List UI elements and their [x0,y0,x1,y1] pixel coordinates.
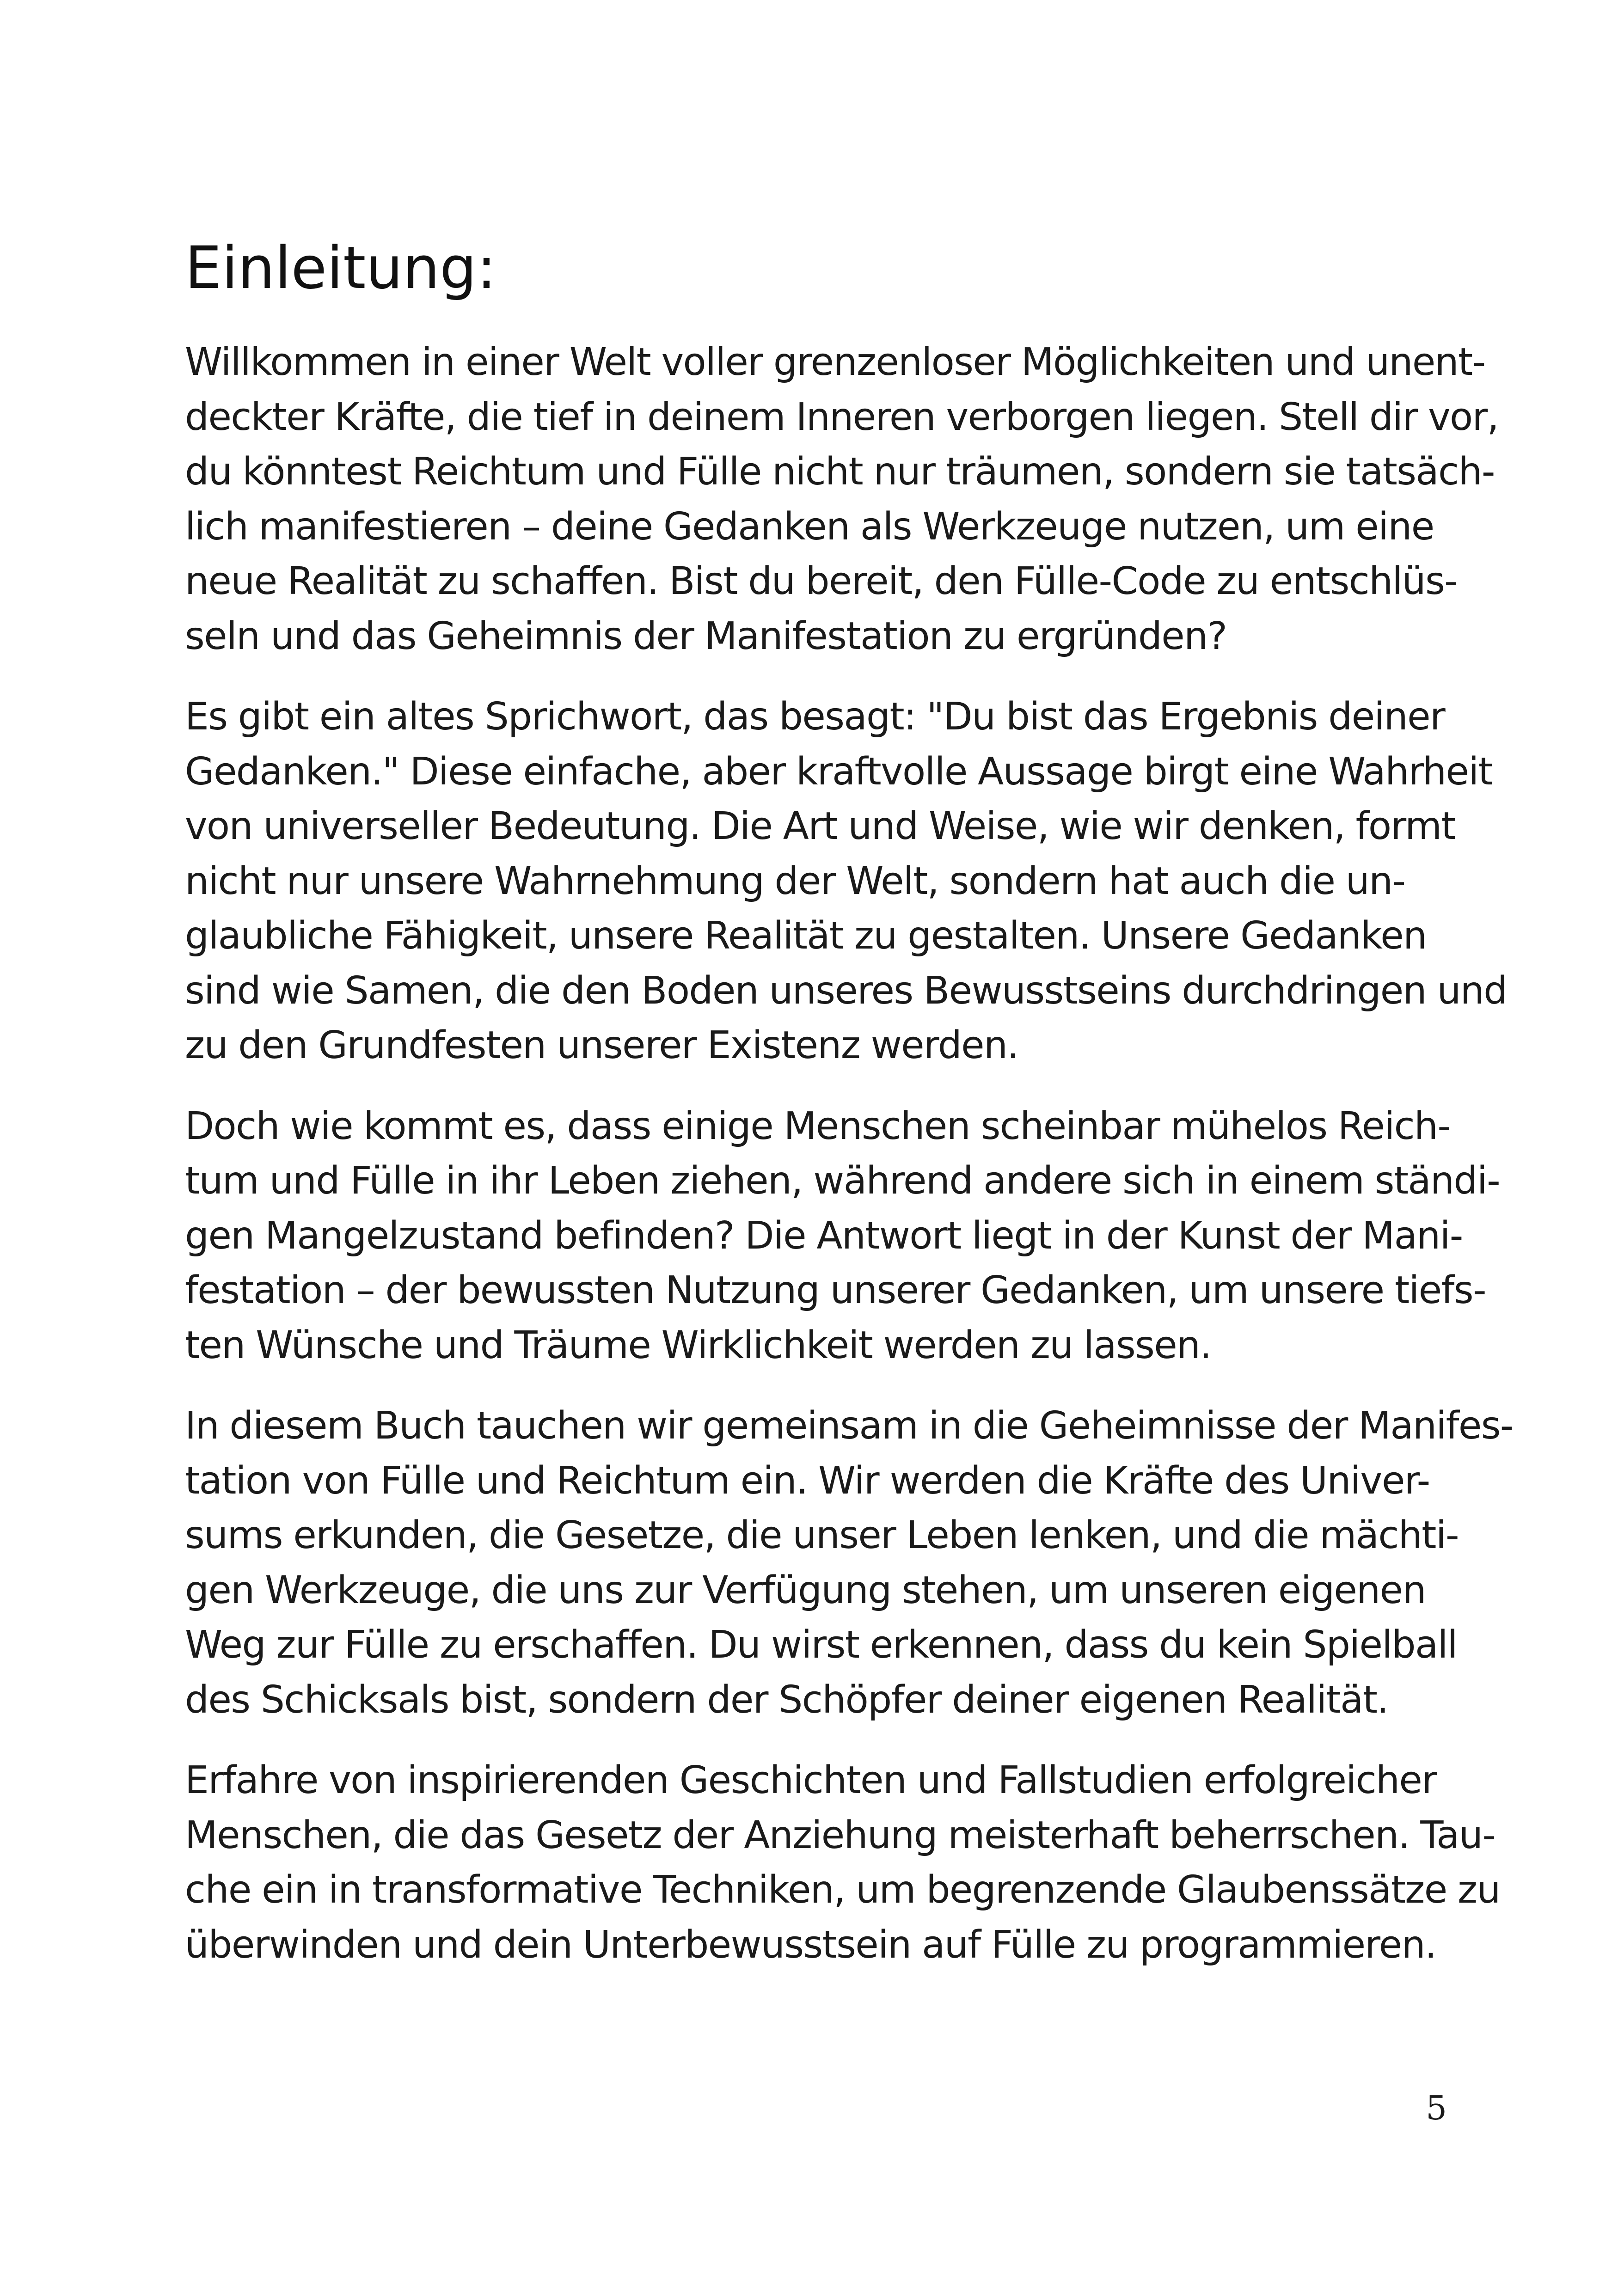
text-line: überwinden und dein Unterbewusstsein auf Fülle zu programmieren. [185,1923,1436,1967]
page-number: 5 [1426,2088,1447,2127]
text-line: neue Realität zu schaffen. Bist du bereit, den Fülle-Code zu entschlüs- [185,559,1458,603]
text-line: von universeller Bedeutung. Die Art und Weise, wie wir denken, formt [185,804,1455,848]
paragraph [185,1753,1500,1972]
text-line: des Schicksals bist, sondern der Schöpfer deiner eigenen Realität. [185,1678,1388,1722]
paragraph [185,690,1507,1073]
paragraph [185,1399,1513,1727]
text-line: seln und das Geheimnis der Manifestation zu ergründen? [185,614,1227,658]
text-line: che ein in transformative Techniken, um begrenzende Glaubenssätze zu [185,1868,1500,1912]
text-line: festation – der bewussten Nutzung unserer Gedanken, um unsere tiefs- [185,1268,1486,1312]
paragraph [185,335,1499,664]
paragraph [185,1099,1500,1373]
text-line: sind wie Samen, die den Boden unseres Bewusstseins durchdringen und [185,968,1507,1013]
text-line: ten Wünsche und Träume Wirklichkeit werden zu lassen. [185,1323,1211,1367]
body-text [185,335,1513,1998]
text-line: In diesem Buch tauchen wir gemeinsam in die Geheimnisse der Manifes- [185,1404,1513,1448]
text-line: tation von Fülle und Reichtum ein. Wir werden die Kräfte des Univer- [185,1458,1430,1503]
chapter-heading: Einleitung: [185,234,496,302]
text-line: Weg zur Fülle zu erschaffen. Du wirst erkennen, dass du kein Spielball [185,1623,1457,1667]
text-line: nicht nur unsere Wahrnehmung der Welt, sondern hat auch die un- [185,859,1405,903]
text-line: lich manifestieren – deine Gedanken als Werkzeuge nutzen, um eine [185,504,1434,549]
text-line: tum und Fülle in ihr Leben ziehen, während andere sich in einem ständi- [185,1159,1500,1203]
text-line: du könntest Reichtum und Fülle nicht nur träumen, sondern sie tatsäch- [185,450,1495,494]
text-line: zu den Grundfesten unserer Existenz werden. [185,1023,1018,1067]
text-line: Es gibt ein altes Sprichwort, das besagt: "Du bist das Ergebnis deiner [185,695,1445,739]
text-line: gen Werkzeuge, die uns zur Verfügung stehen, um unseren eigenen [185,1568,1426,1612]
text-line: deckter Kräfte, die tief in deinem Inneren verborgen liegen. Stell dir vor, [185,395,1499,439]
text-line: Erfahre von inspirierenden Geschichten und Fallstudien erfolgreicher [185,1758,1437,1802]
text-line: glaubliche Fähigkeit, unsere Realität zu gestalten. Unsere Gedanken [185,914,1427,958]
text-line: Willkommen in einer Welt voller grenzenloser Möglichkeiten und unent- [185,340,1485,384]
text-line: Doch wie kommt es, dass einige Menschen scheinbar mühelos Reich- [185,1104,1451,1148]
text-line: Menschen, die das Gesetz der Anziehung meisterhaft beherrschen. Tau- [185,1813,1495,1857]
text-line: Gedanken." Diese einfache, aber kraftvolle Aussage birgt eine Wahrheit [185,749,1493,794]
text-line: sums erkunden, die Gesetze, die unser Leben lenken, und die mächti- [185,1513,1459,1557]
text-line: gen Mangelzustand befinden? Die Antwort liegt in der Kunst der Mani- [185,1213,1463,1258]
